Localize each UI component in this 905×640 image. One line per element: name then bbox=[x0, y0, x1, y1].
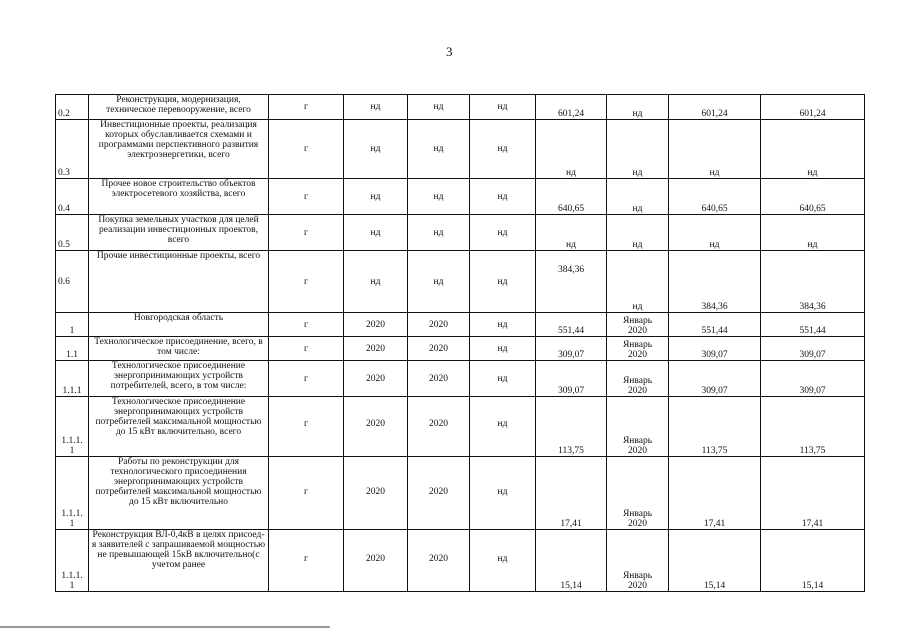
month-label: Январь bbox=[622, 509, 653, 519]
row-number-part: 1.1.1. bbox=[61, 436, 83, 446]
month-label: Январь bbox=[622, 436, 653, 446]
cell-col9: 640,65 bbox=[761, 179, 865, 215]
cell-col7 bbox=[607, 313, 669, 337]
cell-unit: г bbox=[269, 337, 344, 361]
cell-col8: 640,65 bbox=[669, 179, 761, 215]
row-name: Работы по реконструкции для технологического присоединения энергопринимающих устройств потребителей максимальной мощностью до 15 кВт включительно bbox=[89, 457, 269, 530]
table-row bbox=[56, 313, 865, 337]
cell-col8: 113,75 bbox=[669, 397, 761, 457]
table-row bbox=[56, 397, 865, 457]
cell-col6: 309,07 bbox=[536, 361, 607, 397]
row-name: Прочие инвестиционные проекты, всего bbox=[89, 251, 269, 313]
cell-col3: нд bbox=[344, 95, 408, 120]
cell-col6: 601,24 bbox=[536, 95, 607, 120]
row-name: Технологическое присоединение энергопринимающих устройств потребителей максимальной мощностью до 15 кВт включительно, всего bbox=[89, 397, 269, 457]
cell-col7 bbox=[607, 530, 669, 592]
year-label: 2020 bbox=[628, 581, 647, 591]
cell-col8: 551,44 bbox=[669, 313, 761, 337]
cell-col3: 2020 bbox=[344, 337, 408, 361]
cell-col3: 2020 bbox=[344, 397, 408, 457]
row-name: Инвестиционные проекты, реализация которых обуславливается схемами и программами перспективного развития электроэнергетики, всего bbox=[89, 120, 269, 179]
cell-col4: 2020 bbox=[408, 397, 470, 457]
cell-col6: 551,44 bbox=[536, 313, 607, 337]
cell-col7: нд bbox=[607, 179, 669, 215]
cell-unit: г bbox=[269, 313, 344, 337]
cell-col3: 2020 bbox=[344, 457, 408, 530]
month-label: Январь bbox=[622, 376, 653, 386]
cell-col3: нд bbox=[344, 251, 408, 313]
cell-col8: 17,41 bbox=[669, 457, 761, 530]
table-row bbox=[56, 215, 865, 251]
row-number: 0.2 bbox=[56, 95, 89, 120]
table-row bbox=[56, 120, 865, 179]
cell-col4: нд bbox=[408, 120, 470, 179]
month-label: Январь bbox=[622, 316, 653, 326]
cell-col3: 2020 bbox=[344, 530, 408, 592]
cell-col4: нд bbox=[408, 179, 470, 215]
cell-col9: нд bbox=[761, 215, 865, 251]
cell-col5: нд bbox=[470, 120, 536, 179]
cell-unit: г bbox=[269, 457, 344, 530]
cell-col8: 15,14 bbox=[669, 530, 761, 592]
cell-col4: нд bbox=[408, 215, 470, 251]
row-number: 0.4 bbox=[56, 179, 89, 215]
cell-col5: нд bbox=[470, 179, 536, 215]
cell-col9: 113,75 bbox=[761, 397, 865, 457]
cell-col8: 384,36 bbox=[669, 251, 761, 313]
year-label: 2020 bbox=[628, 350, 647, 360]
cell-col4: нд bbox=[408, 251, 470, 313]
cell-col7 bbox=[607, 361, 669, 397]
cell-col7: нд bbox=[607, 251, 669, 313]
cell-col5: нд bbox=[470, 251, 536, 313]
table-row bbox=[56, 337, 865, 361]
cell-col6: 384,36 bbox=[536, 251, 607, 313]
row-number-part: 1.1.1. bbox=[61, 509, 83, 519]
row-name: Прочее новое строительство объектов электросетевого хозяйства, всего bbox=[89, 179, 269, 215]
table-row bbox=[56, 95, 865, 120]
cell-col9: нд bbox=[761, 120, 865, 179]
row-number-part: 1 bbox=[69, 519, 75, 529]
cell-unit: г bbox=[269, 95, 344, 120]
cell-col3: нд bbox=[344, 120, 408, 179]
table-row bbox=[56, 530, 865, 592]
row-name: Реконструкция, модернизация, техническое перевооружение, всего bbox=[89, 95, 269, 120]
table-row bbox=[56, 251, 865, 313]
cell-col7 bbox=[607, 457, 669, 530]
cell-col7: нд bbox=[607, 215, 669, 251]
cell-col5: нд bbox=[470, 361, 536, 397]
cell-col9: 601,24 bbox=[761, 95, 865, 120]
cell-col7 bbox=[607, 397, 669, 457]
cell-col8: 601,24 bbox=[669, 95, 761, 120]
cell-col5: нд bbox=[470, 397, 536, 457]
row-number-part: 1 bbox=[69, 446, 75, 456]
row-name: Новгородская область bbox=[89, 313, 269, 337]
cell-col6: нд bbox=[536, 215, 607, 251]
row-name: Технологическое присоединение энергопринимающих устройств потребителей, всего, в том числе: bbox=[89, 361, 269, 397]
table-row bbox=[56, 457, 865, 530]
row-number bbox=[56, 457, 89, 530]
year-label: 2020 bbox=[628, 519, 647, 529]
table-row bbox=[56, 179, 865, 215]
row-number: 0.5 bbox=[56, 215, 89, 251]
row-number: 0.3 bbox=[56, 120, 89, 179]
cell-col9: 309,07 bbox=[761, 337, 865, 361]
cell-col6: 309,07 bbox=[536, 337, 607, 361]
cell-unit: г bbox=[269, 179, 344, 215]
cell-col3: нд bbox=[344, 179, 408, 215]
cell-col8: нд bbox=[669, 215, 761, 251]
year-label: 2020 bbox=[628, 326, 647, 336]
cell-col5: нд bbox=[470, 313, 536, 337]
row-number: 1.1.1 bbox=[56, 361, 89, 397]
cell-col7 bbox=[607, 337, 669, 361]
cell-unit: г bbox=[269, 215, 344, 251]
cell-col9: 384,36 bbox=[761, 251, 865, 313]
cell-col8: 309,07 bbox=[669, 337, 761, 361]
page-number: 3 bbox=[446, 44, 453, 59]
cell-col8: нд bbox=[669, 120, 761, 179]
cell-col6: 15,14 bbox=[536, 530, 607, 592]
cell-col5: нд bbox=[470, 530, 536, 592]
cell-unit: г bbox=[269, 397, 344, 457]
cell-unit: г bbox=[269, 251, 344, 313]
cell-col4: 2020 bbox=[408, 530, 470, 592]
cell-col9: 309,07 bbox=[761, 361, 865, 397]
month-label: Январь bbox=[622, 571, 653, 581]
cell-col4: 2020 bbox=[408, 457, 470, 530]
cell-col3: 2020 bbox=[344, 313, 408, 337]
cell-col6: нд bbox=[536, 120, 607, 179]
month-label: Январь bbox=[622, 340, 653, 350]
cell-unit: г bbox=[269, 530, 344, 592]
cell-unit: г bbox=[269, 120, 344, 179]
investment-table bbox=[55, 94, 865, 592]
year-label: 2020 bbox=[628, 446, 647, 456]
row-number: 1.1 bbox=[56, 337, 89, 361]
cell-col6: 113,75 bbox=[536, 397, 607, 457]
row-name: Технологическое присоединение, всего, в том числе: bbox=[89, 337, 269, 361]
year-label: 2020 bbox=[628, 386, 647, 396]
cell-col5: нд bbox=[470, 457, 536, 530]
cell-col6: 17,41 bbox=[536, 457, 607, 530]
cell-col7: нд bbox=[607, 95, 669, 120]
cell-unit: г bbox=[269, 361, 344, 397]
cell-col5: нд bbox=[470, 95, 536, 120]
cell-col6: 640,65 bbox=[536, 179, 607, 215]
row-number-part: 1.1.1. bbox=[61, 571, 83, 581]
cell-col7: нд bbox=[607, 120, 669, 179]
cell-col4: 2020 bbox=[408, 313, 470, 337]
cell-col5: нд bbox=[470, 215, 536, 251]
row-number bbox=[56, 530, 89, 592]
cell-col5: нд bbox=[470, 337, 536, 361]
row-number bbox=[56, 397, 89, 457]
row-name: Реконструкция ВЛ-0,4кВ в целях присоед-я заявителей с запрашиваемой мощностью не превышающей 15кВ включительно(с учетом ранее bbox=[89, 530, 269, 592]
cell-col9: 15,14 bbox=[761, 530, 865, 592]
cell-col3: 2020 bbox=[344, 361, 408, 397]
cell-col4: нд bbox=[408, 95, 470, 120]
cell-col8: 309,07 bbox=[669, 361, 761, 397]
scan-edge-line bbox=[0, 626, 330, 628]
row-number: 0.6 bbox=[56, 251, 89, 313]
table-row bbox=[56, 361, 865, 397]
row-number-part: 1 bbox=[69, 581, 75, 591]
cell-col9: 17,41 bbox=[761, 457, 865, 530]
cell-col4: 2020 bbox=[408, 361, 470, 397]
row-number: 1 bbox=[56, 313, 89, 337]
cell-col4: 2020 bbox=[408, 337, 470, 361]
cell-col9: 551,44 bbox=[761, 313, 865, 337]
cell-col3: нд bbox=[344, 215, 408, 251]
row-name: Покупка земельных участков для целей реализации инвестиционных проектов, всего bbox=[89, 215, 269, 251]
